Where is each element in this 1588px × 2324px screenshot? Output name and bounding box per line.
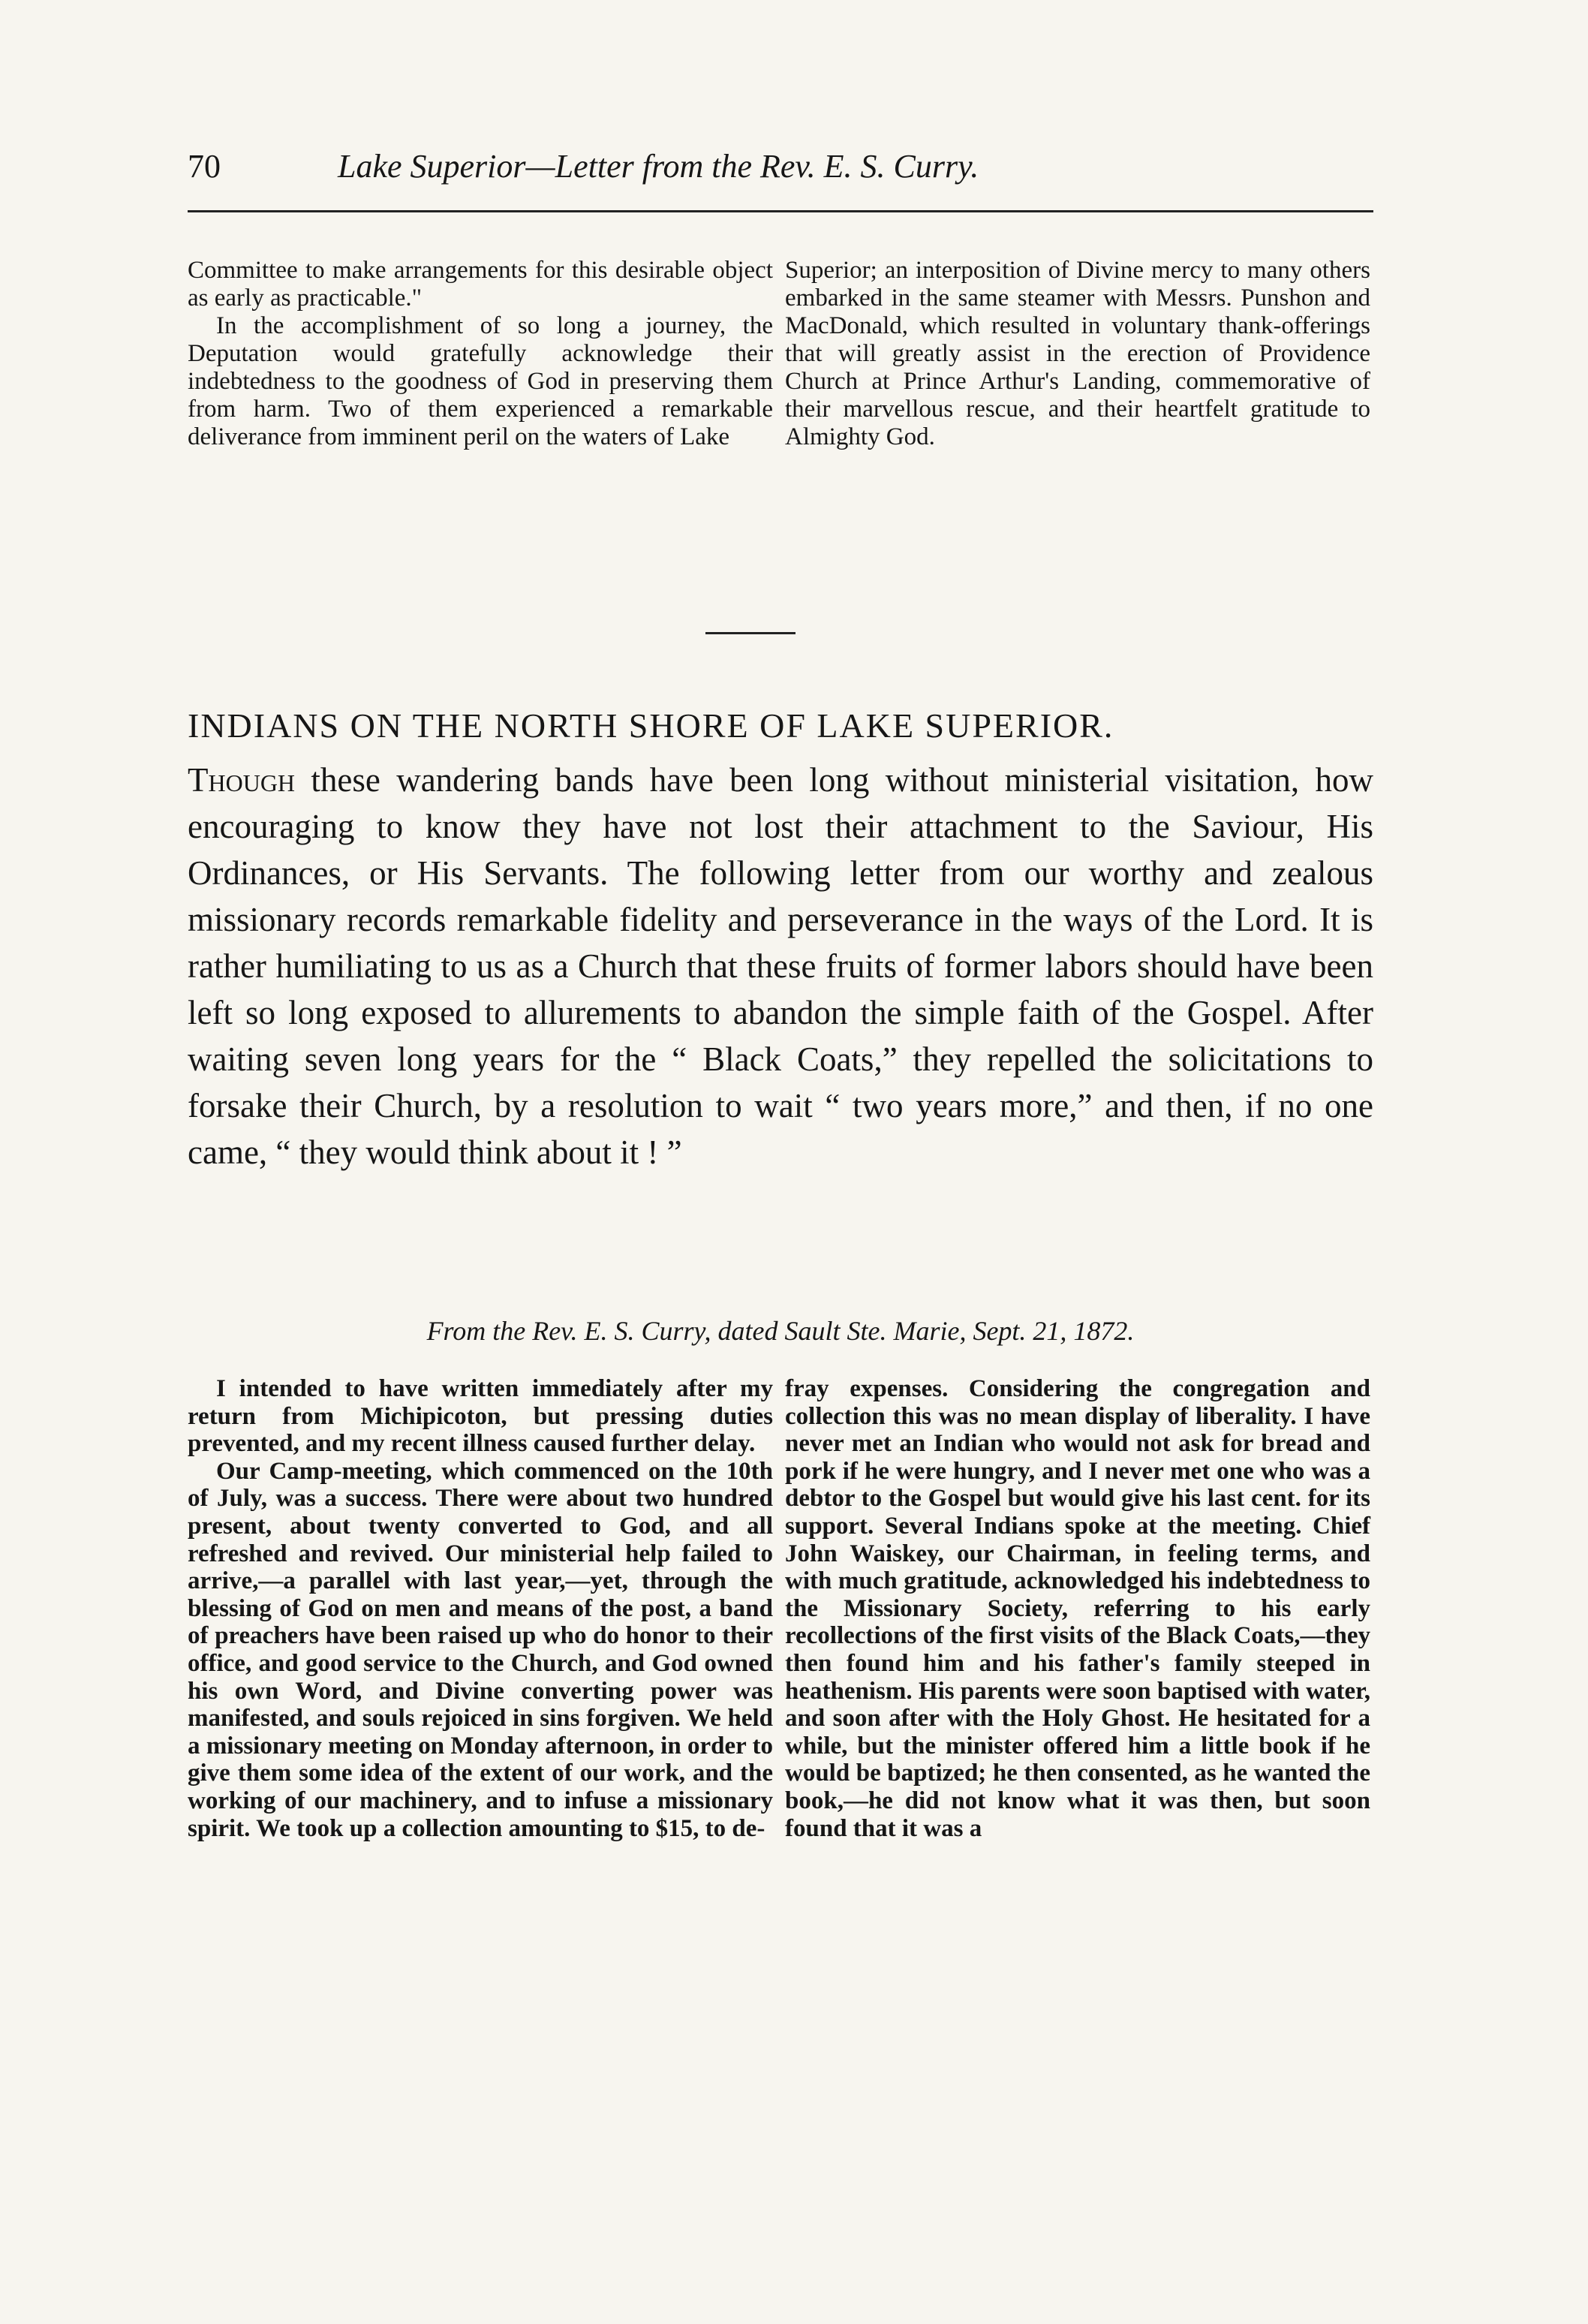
letter-left-column: [188, 1375, 773, 1842]
paragraph: Committee to make arrangements for this desirable object as early as practicable.": [188, 257, 773, 312]
running-title: Lake Superior—Letter from the Rev. E. S. Curry.: [338, 148, 979, 185]
intro-first-word: Though: [188, 761, 296, 799]
paragraph: Superior; an interposition of Divine mercy to many others embarked in the same steamer with Messrs. Punshon and MacDonald, which resulted in voluntary thank-offerings that will greatly assist in the erection of Providence Church at Prince Arthur's Landing, commemorative of their marvellous rescue, and their heartfelt gratitude to Almighty God.: [785, 257, 1370, 450]
paragraph: Our Camp-meeting, which commenced on the 10th of July, was a success. There were about two hundred present, about twenty converted to God, and all refreshed and revived. Our ministerial help failed to arrive,—a parallel with last year,—yet, through the blessing of God on men and means of the post, a band of preachers have been raised up who do honor to their office, and good service to the Church, and God owned his own Word, and Divine converting power was manifested, and souls rejoiced in sins forgiven. We held a missionary meeting on Monday afternoon, in order to give them some idea of the extent of our work, and the working of our machinery, and to infuse a missionary spirit. We took up a collection amounting to $15, to de-: [188, 1457, 773, 1842]
running-head: [188, 147, 1381, 200]
paragraph: fray expenses. Considering the congregation and collection this was no mean display of liberality. I have never met an Indian who would not ask for bread and pork if he were hungry, and I never met one who was a debtor to the Gospel but would give his last cent. for its support. Several Indians spoke at the meeting. Chief John Waiskey, our Chairman, in feeling terms, and with much gratitude, acknowledged his indebtedness to the Missionary Society, referring to his early recollections of the first visits of the Black Coats,—they then found him and his father's family steeped in heathenism. His parents were soon baptised with water, and soon after with the Holy Ghost. He hesitated for a while, but the minister offered him a little book if he would be baptized; he then consented, as he wanted the book,—he did not know what it was then, but soon found that it was a: [785, 1375, 1370, 1842]
paragraph: I intended to have written immediately after my return from Michipicoton, but pressing duties prevented, and my recent illness caused further delay.: [188, 1375, 773, 1458]
letter-right-column: [785, 1375, 1370, 1842]
header-rule: [188, 210, 1373, 212]
section-divider: [705, 632, 796, 634]
page-number: 70: [188, 148, 221, 185]
top-left-column: [188, 257, 773, 451]
letter-dateline: From the Rev. E. S. Curry, dated Sault Ste. Marie, Sept. 21, 1872.: [426, 1316, 1135, 1346]
intro-text: these wandering bands have been long without ministerial visitation, how encouraging to know they have not lost their attachment to the Saviour, His Ordinances, or His Servants. The following letter from our worthy and zealous missionary records remarkable fidelity and perseverance in the ways of the Lord. It is rather humiliating to us as a Church that these fruits of former labors should have been left so long exposed to allurements to abandon the simple faith of the Gospel. After waiting seven long years for the “ Black Coats,” they repelled the solicitations to forsake their Church, by a resolution to wait “ two years more,” and then, if no one came, “ they would think about it ! ”: [188, 761, 1373, 1171]
article-heading: INDIANS ON THE NORTH SHORE OF LAKE SUPERIOR.: [188, 706, 1114, 745]
article-intro: [188, 757, 1373, 1176]
top-right-column: [785, 257, 1370, 451]
paragraph: In the accomplishment of so long a journey, the Deputation would gratefully acknowledge their indebtedness to the goodness of God in preserving them from harm. Two of them experienced a remarkable deliverance from imminent peril on the waters of Lake: [188, 312, 773, 450]
